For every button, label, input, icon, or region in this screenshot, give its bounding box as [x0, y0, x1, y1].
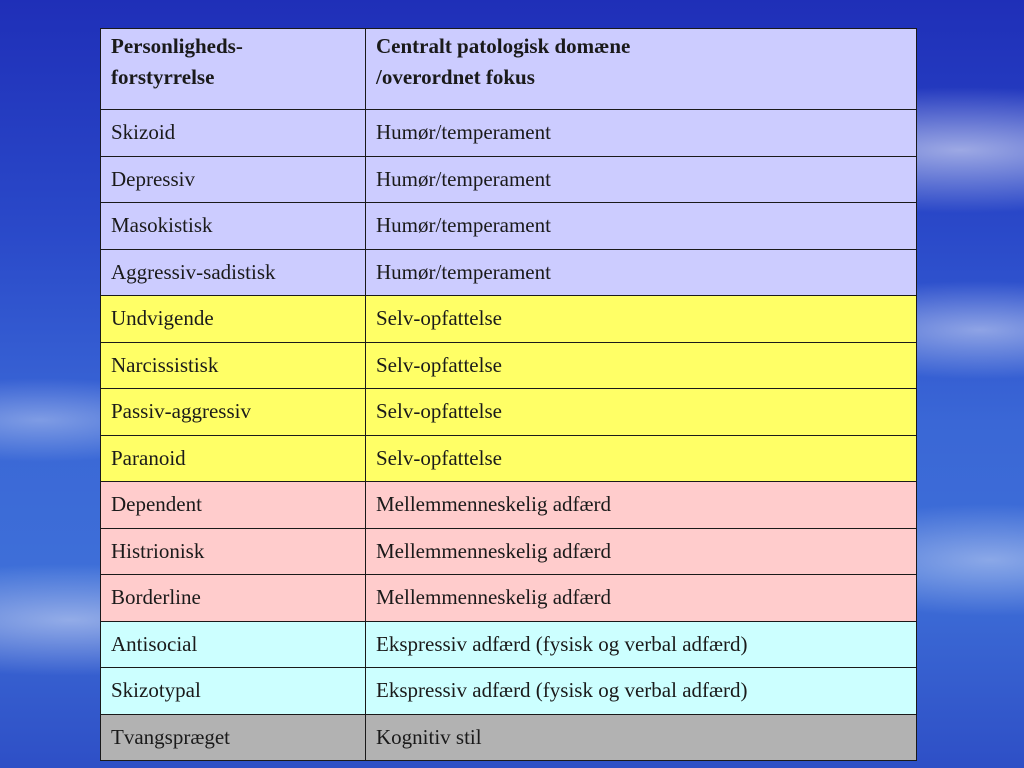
- header-disorder-line2: forstyrrelse: [111, 65, 215, 89]
- table-row: [101, 575, 917, 622]
- table-header-row: [101, 29, 917, 110]
- table-row: [101, 621, 917, 668]
- domain-cell: Mellemmenneskelig adfærd: [366, 575, 917, 622]
- header-disorder: [101, 29, 366, 110]
- table-row: [101, 528, 917, 575]
- table-row: [101, 482, 917, 529]
- table-row: [101, 714, 917, 761]
- domain-cell: Humør/temperament: [366, 249, 917, 296]
- disorder-cell: Tvangspræget: [101, 714, 366, 761]
- domain-cell: Mellemmenneskelig adfærd: [366, 482, 917, 529]
- domain-cell: Ekspressiv adfærd (fysisk og verbal adfærd): [366, 621, 917, 668]
- disorder-cell: Paranoid: [101, 435, 366, 482]
- domain-cell: Selv-opfattelse: [366, 296, 917, 343]
- header-disorder-line1: Personligheds-: [111, 34, 243, 58]
- disorder-cell: Passiv-aggressiv: [101, 389, 366, 436]
- header-domain-line2: /overordnet fokus: [376, 65, 535, 89]
- header-domain-line1: Centralt patologisk domæne: [376, 34, 631, 58]
- personality-disorder-table: [100, 28, 917, 761]
- table-row: [101, 435, 917, 482]
- table-row: [101, 203, 917, 250]
- table-row: [101, 110, 917, 157]
- domain-cell: Humør/temperament: [366, 156, 917, 203]
- domain-cell: Selv-opfattelse: [366, 435, 917, 482]
- domain-cell: Ekspressiv adfærd (fysisk og verbal adfærd): [366, 668, 917, 715]
- table-row: [101, 249, 917, 296]
- disorder-cell: Undvigende: [101, 296, 366, 343]
- disorder-cell: Aggressiv-sadistisk: [101, 249, 366, 296]
- disorder-cell: Dependent: [101, 482, 366, 529]
- table-row: [101, 156, 917, 203]
- disorder-cell: Skizoid: [101, 110, 366, 157]
- disorder-cell: Depressiv: [101, 156, 366, 203]
- disorder-cell: Antisocial: [101, 621, 366, 668]
- domain-cell: Kognitiv stil: [366, 714, 917, 761]
- disorder-cell: Narcissistisk: [101, 342, 366, 389]
- domain-cell: Mellemmenneskelig adfærd: [366, 528, 917, 575]
- table-row: [101, 668, 917, 715]
- disorder-cell: Histrionisk: [101, 528, 366, 575]
- disorder-cell: Skizotypal: [101, 668, 366, 715]
- disorder-table-container: [100, 28, 916, 761]
- table-row: [101, 342, 917, 389]
- disorder-cell: Masokistisk: [101, 203, 366, 250]
- domain-cell: Selv-opfattelse: [366, 342, 917, 389]
- table-row: [101, 389, 917, 436]
- disorder-cell: Borderline: [101, 575, 366, 622]
- domain-cell: Humør/temperament: [366, 110, 917, 157]
- domain-cell: Selv-opfattelse: [366, 389, 917, 436]
- domain-cell: Humør/temperament: [366, 203, 917, 250]
- header-domain: [366, 29, 917, 110]
- table-row: [101, 296, 917, 343]
